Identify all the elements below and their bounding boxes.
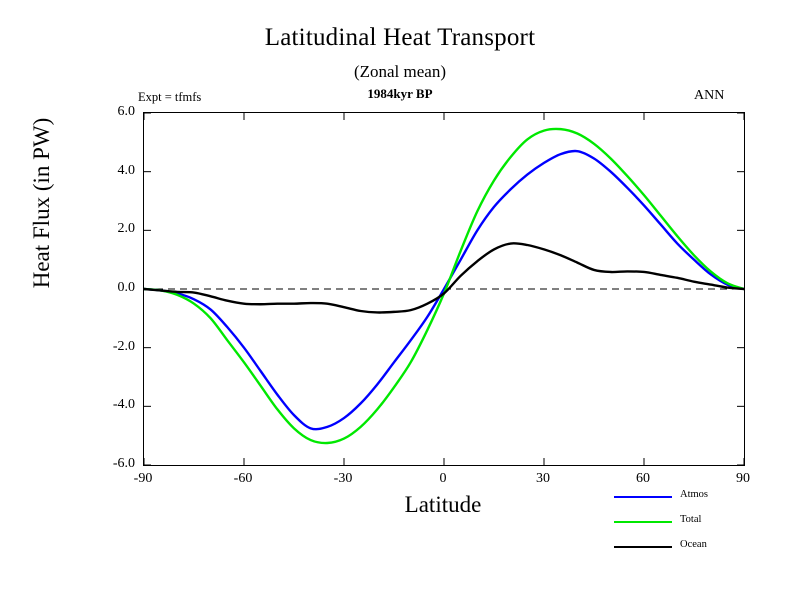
- data-series-group: [144, 129, 744, 443]
- x-tick-label: -60: [233, 471, 253, 486]
- y-tick-label: -6.0: [112, 456, 135, 471]
- experiment-label: Expt = tfmfs: [138, 90, 202, 104]
- x-axis-title: Latitude: [404, 492, 482, 517]
- plot-area: [143, 112, 745, 466]
- y-tick-label: 4.0: [117, 162, 135, 178]
- legend: [614, 486, 774, 562]
- page-title: Latitudinal Heat Transport: [264, 24, 536, 51]
- page-subtitle: (Zonal mean): [353, 62, 447, 81]
- legend-item-label: Ocean: [680, 539, 707, 550]
- y-tick-label: 2.0: [117, 221, 135, 237]
- series-line-ocean: [144, 243, 744, 312]
- season-label: ANN: [694, 88, 725, 103]
- series-line-atmos: [144, 151, 744, 429]
- x-tick-label: 0: [439, 471, 447, 486]
- series-line-total: [144, 129, 744, 443]
- legend-color-swatch: [614, 521, 672, 523]
- x-tick-label: 30: [536, 471, 550, 486]
- y-tick-label: 6.0: [117, 104, 135, 119]
- x-tick-label: 60: [636, 471, 650, 486]
- legend-item: [614, 536, 774, 561]
- x-tick-label: 90: [736, 471, 750, 486]
- legend-item: [614, 511, 774, 536]
- y-tick-label: 0.0: [117, 280, 135, 295]
- y-tick-label: -2.0: [112, 338, 135, 354]
- plot-canvas: [144, 113, 744, 465]
- x-tick-label: -30: [333, 471, 353, 486]
- epoch-label: 1984kyr BP: [367, 86, 433, 101]
- legend-color-swatch: [614, 546, 672, 548]
- y-axis-title: Heat Flux (in PW): [29, 117, 54, 289]
- x-tick-label: -90: [133, 471, 153, 486]
- legend-item: [614, 486, 774, 511]
- y-tick-label: -4.0: [112, 397, 135, 413]
- legend-item-label: Atmos: [680, 489, 709, 500]
- legend-color-swatch: [614, 496, 672, 498]
- legend-item-label: Total: [680, 514, 702, 525]
